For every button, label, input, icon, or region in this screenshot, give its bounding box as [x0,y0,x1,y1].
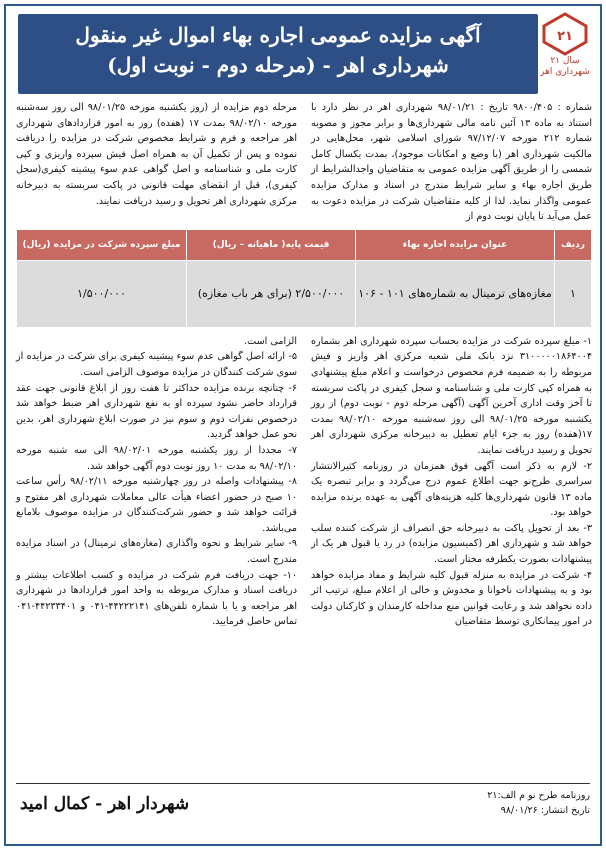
condition-3: ۳- بعد از تحویل پاکت به دبیرخانه حق انصراف از شرکت کننده سلب خواهد شد و شهرداری اهر (کمیسیون مزایده) در رد یا قبول هر یک از پیشنهادات بصورت یکطرفه مختار است. [311,522,592,566]
cell-deposit: ۱/۵۰۰/۰۰۰ [17,260,187,327]
ad-footer [16,783,590,838]
condition-7: ۷- مجددا از روز یکشنبه مورخه ۹۸/۰۲/۰۱ الی سه شنبه مورخه ۹۸/۰۲/۱۰ به مدت ۱۰ روز نوبت دوم آگهی خواهد شد. [16,444,297,472]
condition-5: ۵- ارائه اصل گواهی عدم سوء پیشینه کیفری برای شرکت در مزایده از سوی شرکت کنندگان در مزایده موصوف الزامی است. [16,351,297,378]
auction-table [16,229,592,328]
ad-page [4,4,602,846]
ad-body [16,100,592,630]
col-header-row: ردیف [555,229,592,260]
publication-info [487,788,590,818]
condition-4-cont: الزامی است. [244,335,297,347]
cell-title: مغازه‌های ترمینال به شماره‌های ۱۰۱ - ۱۰۶ [356,260,555,327]
ad-title-line2: شهرداری اهر - (مرحله دوم - نوبت اول) [107,53,449,77]
conditions-left-column [16,334,297,630]
cell-row-number: ۱ [555,260,592,327]
mayor-signature: شهردار اهر - کمال امید [20,794,190,814]
condition-9: ۹- سایر شرایط و نحوه واگذاری (مغازه‌های ترمینال) در اسناد مزایده مندرج است. [16,538,297,566]
condition-8: ۸- پیشنهادات واصله در روز چهارشنبه مورخه ۹۸/۰۲/۱۱ رأس ساعت ۱۰ صبح در حضور اعضاء هیأت عالی معاملات شهرداری اهر مفتوح و قرائت خواهد شد و حضور شرکت‌کنندگان در مزایده موصوف بلامانع می‌باشد. [16,476,297,534]
intro-right-column: شماره : ۹۸۰۰/۴۰۵ تاریخ : ۹۸/۰۱/۲۱ شهرداری اهر در نظر دارد با استناد به ماده ۱۳ آئین نامه مالی شهرداری‌ها و برابر مجوز و مصوبه شماره ۲۱۲ مورخه ۹۷/۱۲/۰۷ شورای اسلامی شهر، محل‌هایی در مالکیت شهرداری اهر (با وضع و امکانات موجود)، بمدت یکسال کامل شمسی را از طریق آگهی مزایده عمومی به متقاضیان واجدالشرایط از طریق اجاره بهاء و سایر شرایط مندرج در اسناد و مدارک مزایده عمومی واگذار نماید. لذا از کلیه متقاضیان شرکت در مزایده دعوت به عمل می‌آید تا پایان نوبت دوم از [311,102,593,223]
municipality-logo [538,12,592,88]
cell-base-price: ۲/۵۰۰/۰۰۰ (برای هر باب مغازه) [187,260,356,327]
ad-title-line1: آگهی مزایده عمومی اجاره بهاء اموال غیر منقول [75,23,481,47]
condition-1: ۱- مبلغ سپرده شرکت در مزایده بحساب سپرده شهرداری اهر بشماره ۳۱۰۰۰۰۰۱۸۶۴۰۰۴ نزد بانک ملی شعبه مرکزی اهر واریز و فیش مربوطه را به ضمیمه فرم مخصوص درخواست و اعلام مبلغ پیشنهادی به همراه کپی کارت ملی و شناسنامه و سجل کیفری در پاکت سربسته تا آخر وقت اداری آخرین آگهی (آگهی مرحله دوم - نوبت دوم) از روز یکشنبه مورخه ۹۸/۰۱/۲۵ الی روز سه‌شنبه مورخه ۹۸/۰۲/۱۰ بمدت ۱۷(هفده) روز به جزء ایام تعطیل به دبیرخانه مرکزی شهرداری اهر تحویل و رسید دریافت نمایند. [311,335,592,456]
newspaper-ref: روزنامه طرح نو م الف:۲۱ [487,790,590,801]
col-header-base-price: قیمت پایه( ماهیانه – ریال) [187,229,356,260]
condition-4: ۴- شرکت در مزایده به منزله قبول کلیه شرایط و مفاد مزایده خواهد بود و به پیشنهادات ناخوانا و مخدوش و خالی از اعلام مبلغ، ترتیب اثر داده نخواهد شد و رعایت قوانین منع مداخله کارمندان و کارکنان دولت در امور پیمانکاری توسط متقاضیان [311,569,592,628]
svg-text:۲۱: ۲۱ [557,29,573,44]
publish-date: تاریخ انتشار: ۹۸/۰۱/۲۶ [500,805,590,816]
logo-caption: سال ۲۱ شهرداری اهر [540,56,590,77]
condition-2: ۲- لازم به ذکر است آگهی فوق همزمان در روزنامه کثیرالانتشار سراسری طرح‌نو جهت اطلاع عموم درج می‌گردد و برابر تبصره یک ماده ۱۳ قانون شهرداری‌ها کلیه هزینه‌های آگهی به عهده برنده مزایده خواهد بود. [311,460,592,519]
intro-left-column: مرحله دوم مزایده از (روز یکشنبه مورخه ۹۸/۰۱/۲۵ الی روز سه‌شنبه مورخه ۹۸/۰۲/۱۰ بمدت ۱۷ (هفده) روز به امور قراردادهای شهرداری اهر مراجعه و فرم و شرایط مخصوص شرکت در مزایده را دریافت نموده و پس از تکمیل آن به همراه اصل فیش سپرده واریزی و کپی کارت ملی و شناسنامه و اصل گواهی عدم سوء پیشینه کیفری(سجل کیفری)، قبل از انقضای مهلت قانونی در پاکت سربسته به دبیرخانه مرکزی شهرداری اهر تحویل و رسید دریافت نمایند. [16,102,297,207]
ad-header [18,14,538,94]
condition-6: ۶- چنانچه برنده مزایده حداکثر تا هفت روز از ابلاغ قانونی جهت عقد قرارداد حاضر نشود سپرده او به نفع شهرداری اهر ضبط خواهد شد درخصوص نفرات دوم و سوم نیز در صورت ابلاغ شهرداری اهر، بدین نحو عمل خواهد گردید. [16,382,297,441]
condition-10: ۱۰- جهت دریافت فرم شرکت در مزایده و کسب اطلاعات بیشتر و دریافت اسناد و مدارک مربوطه به واحد امور قراردادها در شهرداری اهر مراجعه و یا با شماره تلفن‌های ۴۴۲۲۲۱۴۱-۰۴۱ و ۴۴۲۳۳۴۰۱-۰۴۱ تماس حاصل فرمایید. [16,569,298,628]
logo-emblem-icon [542,12,588,56]
col-header-title: عنوان مزایده اجاره بهاء [356,229,555,260]
table-row [17,260,592,327]
col-header-deposit: مبلغ سپرده شرکت در مزایده (ریال) [17,229,187,260]
conditions-right-column [311,334,592,630]
